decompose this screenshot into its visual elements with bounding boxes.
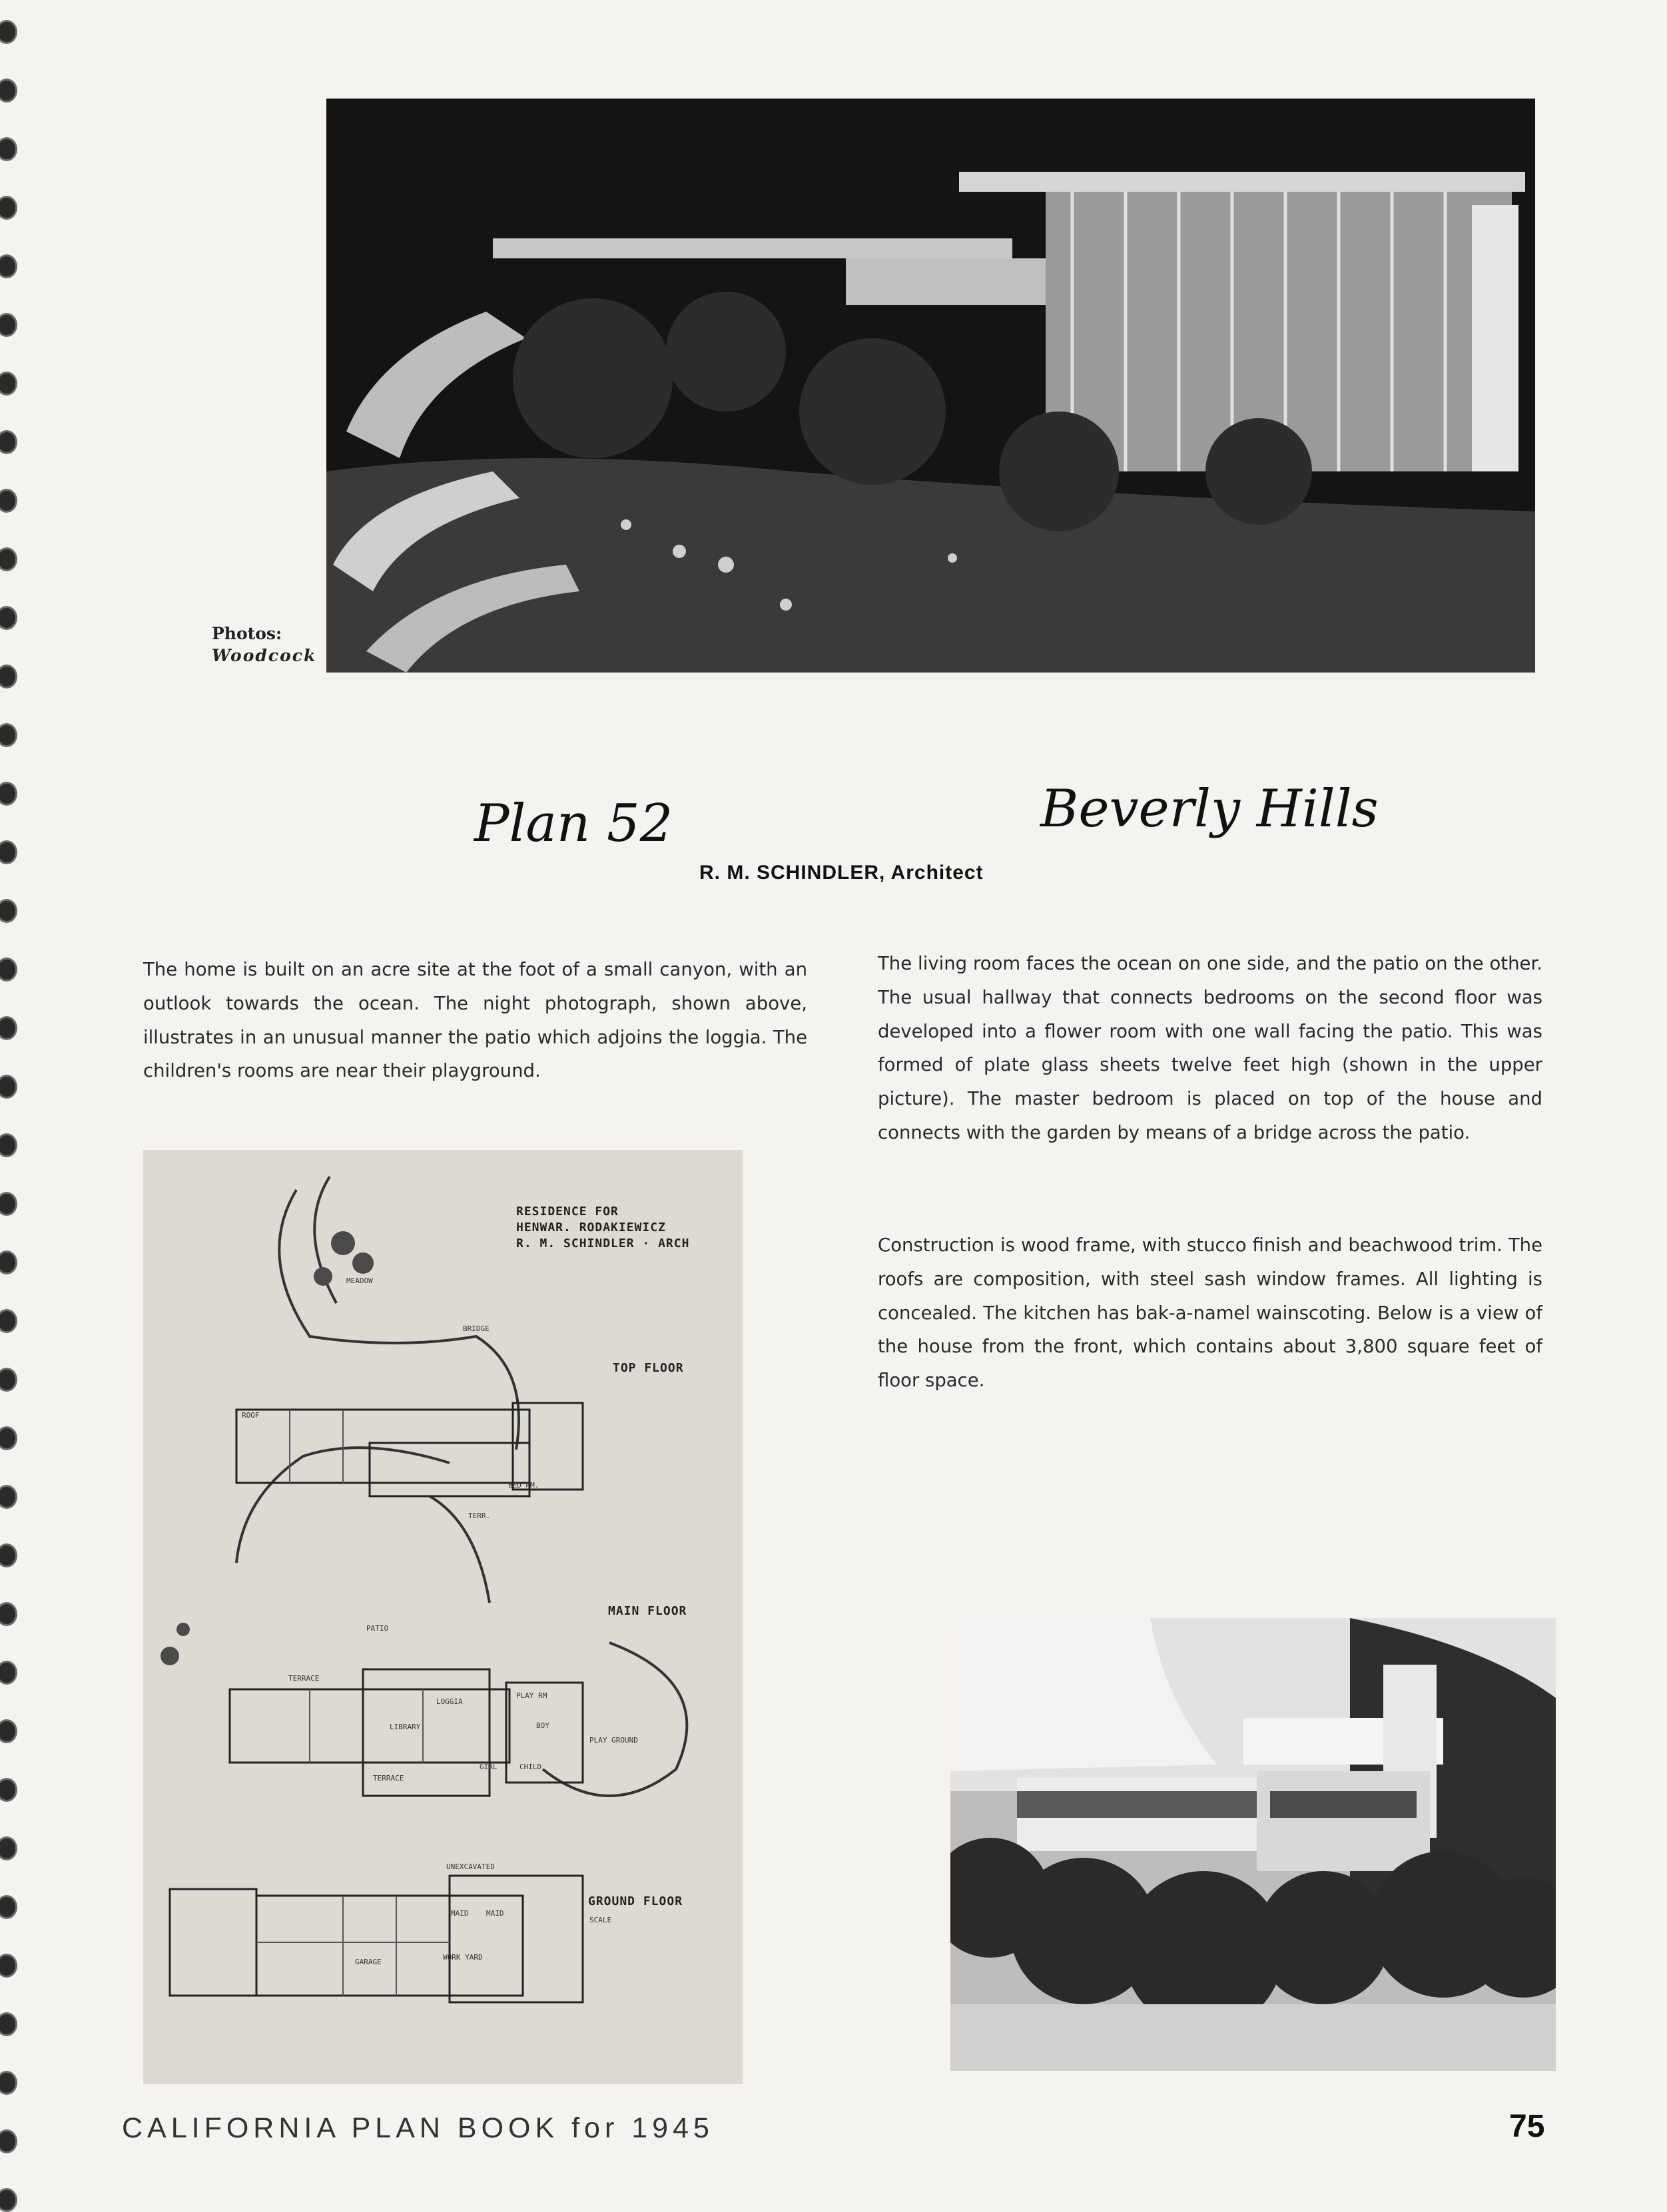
room-play: PLAY RM bbox=[516, 1691, 547, 1700]
photo-credit-name: Woodcock bbox=[212, 646, 317, 665]
page-number: 75 bbox=[1509, 2109, 1545, 2144]
body-paragraph-2: The living room faces the ocean on one side, and the patio on the other. The usual hallway that connects bedrooms on the second floor was developed into a flower room with one wall facing the patio. This was formed of plate glass sheets twelve feet high (shown in the upper picture). The master bedroom is placed on top of the house and connects with the garden by means of a bridge across the patio. bbox=[878, 953, 1542, 1143]
binding-ring bbox=[0, 2012, 17, 2036]
room-garage: GARAGE bbox=[355, 1958, 382, 1966]
room-maid-2: MAID bbox=[486, 1909, 504, 1918]
binding-ring bbox=[0, 1485, 17, 1509]
room-bed: BED RM. bbox=[508, 1481, 539, 1490]
room-terrace: TERRACE bbox=[288, 1674, 320, 1683]
room-child: CHILD bbox=[519, 1763, 542, 1771]
body-paragraph-3: Construction is wood frame, with stucco finish and beachwood trim. The roofs are composition, with steel sash window frames. All lighting is concealed. The kitchen has bak-a-namel wainscoting. Below is a view of the house from the front, which contains about 3,800 square feet of floor space. bbox=[878, 1235, 1542, 1392]
photo-credit bbox=[212, 623, 316, 667]
binding-ring bbox=[0, 1133, 17, 1157]
plan-scale: SCALE bbox=[589, 1916, 612, 1924]
binding-ring bbox=[0, 1075, 17, 1099]
binding-ring bbox=[0, 1895, 17, 1919]
binding-ring bbox=[0, 606, 17, 630]
binding-ring bbox=[0, 782, 17, 806]
binding-ring bbox=[0, 1954, 17, 1978]
body-paragraph-1: The home is built on an acre site at the foot of a small canyon, with an outlook towards the ocean. The night photograph, shown above, illustrates in an unusual manner the patio which adjoins the loggia. The children's rooms are near their playground. bbox=[143, 959, 807, 1082]
binding-ring bbox=[0, 723, 17, 747]
binding-ring bbox=[0, 1192, 17, 1216]
room-terr: TERR. bbox=[468, 1512, 491, 1520]
plan-title-line-3: R. M. SCHINDLER · ARCH bbox=[516, 1237, 690, 1250]
room-play-ground: PLAY GROUND bbox=[589, 1736, 638, 1745]
room-girl: GIRL bbox=[480, 1763, 498, 1771]
binding-ring bbox=[0, 1836, 17, 1860]
binding-ring bbox=[0, 1368, 17, 1392]
binding-ring bbox=[0, 1719, 17, 1743]
binding-ring bbox=[0, 840, 17, 864]
night-photograph bbox=[326, 99, 1535, 673]
room-roof: ROOF bbox=[242, 1411, 260, 1420]
binding-ring bbox=[0, 1016, 17, 1040]
night-photo-illustration bbox=[326, 99, 1535, 673]
room-patio: PATIO bbox=[366, 1624, 389, 1633]
binding-ring bbox=[0, 665, 17, 689]
binding-ring bbox=[0, 1309, 17, 1333]
house-front-illustration bbox=[950, 1618, 1556, 2071]
room-boy: BOY bbox=[536, 1721, 549, 1730]
binding-ring bbox=[0, 79, 17, 103]
binding-ring bbox=[0, 20, 17, 44]
binding-ring bbox=[0, 137, 17, 161]
room-work-yard: WORK YARD bbox=[443, 1953, 483, 1962]
room-unexcavated: UNEXCAVATED bbox=[446, 1862, 495, 1871]
ground-floor-label: GROUND FLOOR bbox=[588, 1894, 683, 1908]
room-meadow: MEADOW bbox=[346, 1276, 373, 1285]
binding-ring bbox=[0, 2129, 17, 2153]
plan-title-line-1: RESIDENCE FOR bbox=[516, 1205, 619, 1219]
binding-ring bbox=[0, 313, 17, 337]
location-heading: Beverly Hills bbox=[1040, 779, 1379, 839]
binding-ring bbox=[0, 958, 17, 981]
binding-ring bbox=[0, 1426, 17, 1450]
room-maid: MAID bbox=[451, 1909, 469, 1918]
house-front-photograph bbox=[950, 1618, 1556, 2071]
floor-plan-drawing bbox=[143, 1150, 743, 2084]
binding-ring bbox=[0, 372, 17, 396]
binding-ring bbox=[0, 547, 17, 571]
plan-number-heading: Plan 52 bbox=[474, 794, 673, 854]
binding-ring bbox=[0, 2188, 17, 2212]
top-floor-label: TOP FLOOR bbox=[613, 1361, 684, 1375]
binding-ring bbox=[0, 1250, 17, 1274]
binding-ring bbox=[0, 254, 17, 278]
binding-ring bbox=[0, 489, 17, 513]
room-loggia: LOGGIA bbox=[436, 1697, 463, 1706]
binding-ring bbox=[0, 1602, 17, 1626]
binding-ring bbox=[0, 1661, 17, 1685]
plan-title-line-2: HENWAR. RODAKIEWICZ bbox=[516, 1221, 666, 1235]
spiral-binding bbox=[0, 0, 27, 2207]
binding-ring bbox=[0, 1543, 17, 1567]
photo-credit-label: Photos: bbox=[212, 624, 282, 643]
binding-ring bbox=[0, 430, 17, 454]
room-library: LIBRARY bbox=[390, 1723, 421, 1731]
room-terrace-2: TERRACE bbox=[373, 1774, 404, 1783]
architect-credit: R. M. SCHINDLER, Architect bbox=[699, 862, 984, 884]
footer-publication-title: CALIFORNIA PLAN BOOK for 1945 bbox=[122, 2112, 714, 2144]
main-floor-label: MAIN FLOOR bbox=[608, 1604, 687, 1618]
binding-ring bbox=[0, 899, 17, 923]
binding-ring bbox=[0, 2071, 17, 2095]
room-bridge: BRIDGE bbox=[463, 1324, 490, 1333]
binding-ring bbox=[0, 196, 17, 220]
binding-ring bbox=[0, 1778, 17, 1802]
